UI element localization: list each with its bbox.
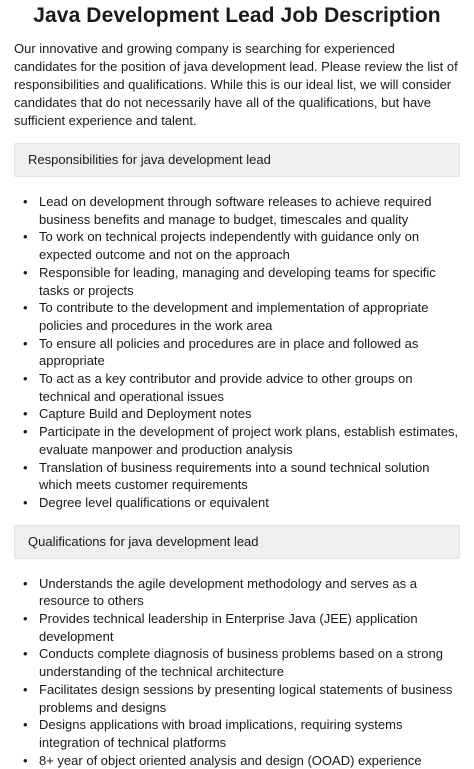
bullet-icon: •: [23, 371, 28, 387]
responsibilities-list: [14, 193, 460, 512]
list-item-text: To act as a key contributor and provide advice to other groups on technical and operational issues: [39, 371, 413, 404]
qualifications-list: [14, 575, 460, 769]
list-item-text: Lead on development through software releases to achieve required business benefits and manage to budget, timescales and quality: [39, 194, 432, 227]
bullet-icon: •: [23, 717, 28, 733]
bullet-icon: •: [23, 611, 28, 627]
list-item: [14, 405, 460, 423]
qualifications-header: Qualifications for java development lead: [14, 525, 460, 559]
bullet-icon: •: [23, 681, 28, 697]
bullet-icon: •: [23, 494, 28, 510]
responsibilities-header: Responsibilities for java development lead: [14, 143, 460, 177]
bullet-icon: •: [23, 300, 28, 316]
page-title: Java Development Lead Job Description: [33, 4, 441, 27]
intro-paragraph: Our innovative and growing company is searching for experienced candidates for the position of java development lead. Please review the list of responsibilities and qualifications. While this is our ideal list, we will consider candidates that do not necessarily have all of the qualifications, but have sufficient experience and talent.: [14, 41, 458, 128]
bullet-icon: •: [23, 406, 28, 422]
list-item-text: Degree level qualifications or equivalent: [39, 494, 269, 510]
list-item-text: Translation of business requirements into a sound technical solution which meets customer requirements: [39, 459, 430, 493]
bullet-icon: •: [23, 229, 28, 245]
list-item: [14, 299, 460, 334]
bullet-icon: •: [23, 575, 28, 591]
list-item: [14, 645, 460, 680]
bullet-icon: •: [23, 335, 28, 351]
list-item-text: Understands the agile development methodology and serves as a resource to others: [39, 575, 417, 609]
bullet-icon: •: [23, 194, 28, 209]
bullet-icon: •: [23, 459, 28, 475]
list-item-text: To contribute to the development and implementation of appropriate policies and procedures in the work area: [39, 300, 429, 333]
list-item: [14, 610, 460, 645]
list-item-text: 8+ year of object oriented analysis and design (OOAD) experience: [39, 752, 422, 768]
list-item-text: Designs applications with broad implications, requiring systems integration of technical platforms: [39, 717, 403, 750]
list-item-text: To ensure all policies and procedures are in place and followed as appropriate: [39, 335, 419, 369]
bullet-icon: •: [23, 264, 28, 280]
bullet-icon: •: [23, 646, 28, 662]
list-item-text: Provides technical leadership in Enterprise Java (JEE) application development: [39, 611, 418, 644]
list-item: [14, 423, 460, 458]
list-item: [14, 193, 460, 228]
list-item: [14, 370, 460, 405]
list-item: [14, 681, 460, 716]
list-item-text: Participate in the development of project work plans, establish estimates, evaluate manpower and production analysis: [39, 424, 459, 457]
list-item: [14, 264, 460, 299]
list-item: [14, 494, 460, 512]
list-item-text: Responsible for leading, managing and developing teams for specific tasks or projects: [39, 264, 436, 298]
list-item: [14, 335, 460, 370]
list-item: [14, 575, 460, 610]
bullet-icon: •: [23, 424, 28, 440]
list-item: [14, 459, 460, 494]
list-item-text: Capture Build and Deployment notes: [39, 406, 252, 422]
bullet-icon: •: [23, 752, 28, 768]
list-item-text: Facilitates design sessions by presenting logical statements of business problems and designs: [39, 681, 453, 715]
list-item-text: Conducts complete diagnosis of business problems based on a strong understanding of the technical architecture: [39, 646, 443, 680]
list-item: [14, 716, 460, 751]
list-item: [14, 228, 460, 263]
list-item: [14, 752, 460, 769]
list-item-text: To work on technical projects independently with guidance only on expected outcome and not on the approach: [39, 229, 420, 263]
